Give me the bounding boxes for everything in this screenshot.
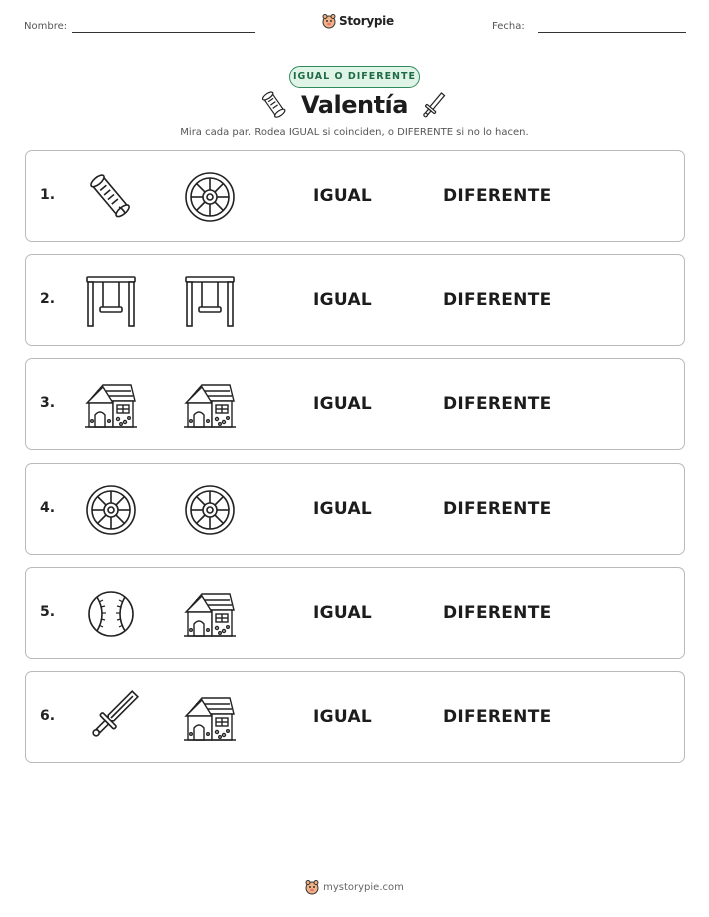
option-igual[interactable]: IGUAL: [313, 394, 373, 414]
swing-icon: [182, 273, 238, 329]
name-line[interactable]: [72, 32, 255, 33]
house-icon: [83, 377, 139, 433]
option-diferente[interactable]: DIFERENTE: [443, 603, 552, 623]
scroll-icon: [83, 169, 139, 225]
option-igual[interactable]: IGUAL: [313, 499, 373, 519]
option-igual[interactable]: IGUAL: [313, 186, 373, 206]
question-card: [25, 254, 685, 346]
question-card: [25, 671, 685, 763]
option-igual[interactable]: IGUAL: [313, 707, 373, 727]
question-card: [25, 150, 685, 242]
sword-icon: [420, 89, 448, 121]
question-card: [25, 567, 685, 659]
date-label: Fecha:: [492, 21, 525, 32]
option-igual[interactable]: IGUAL: [313, 290, 373, 310]
title-row: [0, 89, 709, 125]
footer-url: mystorypie.com: [323, 881, 404, 893]
question-number: 1.: [40, 187, 56, 203]
house-icon: [182, 690, 238, 746]
instructions: Mira cada par. Rodea IGUAL si coinciden, o DIFERENTE si no lo hacen.: [180, 127, 529, 138]
date-line[interactable]: [538, 32, 686, 33]
question-number: 4.: [40, 500, 56, 516]
brand-logo: [322, 13, 394, 29]
question-card: [25, 358, 685, 450]
option-diferente[interactable]: DIFERENTE: [443, 707, 552, 727]
mascot-icon: [305, 879, 319, 895]
option-diferente[interactable]: DIFERENTE: [443, 394, 552, 414]
wheel-icon: [182, 169, 238, 225]
brand-name: Storypie: [339, 14, 394, 28]
sword-icon: [83, 690, 139, 746]
activity-badge: IGUAL O DIFERENTE: [289, 66, 420, 88]
option-diferente[interactable]: DIFERENTE: [443, 186, 552, 206]
baseball-icon: [83, 586, 139, 642]
wheel-icon: [182, 482, 238, 538]
question-number: 3.: [40, 395, 56, 411]
question-card: [25, 463, 685, 555]
option-diferente[interactable]: DIFERENTE: [443, 499, 552, 519]
option-igual[interactable]: IGUAL: [313, 603, 373, 623]
question-number: 6.: [40, 708, 56, 724]
mascot-icon: [322, 13, 336, 29]
question-number: 2.: [40, 291, 56, 307]
question-number: 5.: [40, 604, 56, 620]
house-icon: [182, 377, 238, 433]
name-label: Nombre:: [24, 21, 68, 32]
page-title: Valentía: [301, 91, 408, 119]
swing-icon: [83, 273, 139, 329]
footer: [0, 879, 709, 895]
worksheet-header: [0, 0, 709, 50]
option-diferente[interactable]: DIFERENTE: [443, 290, 552, 310]
wheel-icon: [83, 482, 139, 538]
house-icon: [182, 586, 238, 642]
